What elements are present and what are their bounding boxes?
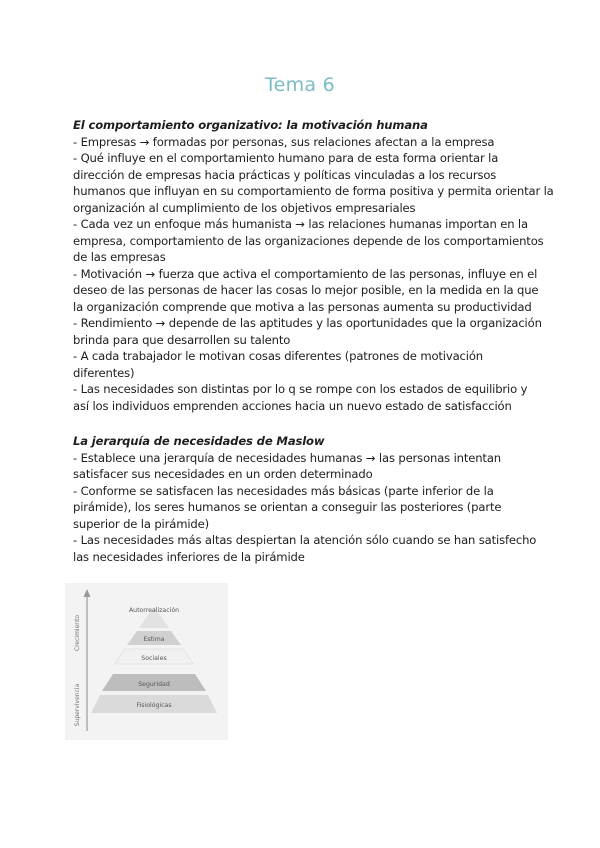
maslow-pyramid-figure — [65, 583, 228, 740]
pyramid-label-autorrealizacion: Autorrealización — [128, 607, 180, 614]
text-line: la organización comprende que motiva a las personas aumenta su productividad — [73, 299, 532, 314]
text-line: - Cada vez un enfoque más humanista → las relaciones humanas importan en la — [73, 217, 528, 231]
text-line: - Establece una jerarquía de necesidades humanas → las personas intentan — [73, 450, 501, 465]
text-line: empresa, comportamiento de las organizaciones depende de los comportamientos — [73, 233, 544, 248]
text-line: - A cada trabajador le motivan cosas diferentes (patrones de motivación — [73, 349, 483, 363]
text-line: - Las necesidades son distintas por lo q se rompe con los estados de equilibrio y — [73, 382, 528, 396]
text-line: así los individuos emprenden acciones hacia un nuevo estado de satisfacción — [73, 398, 512, 413]
text-line: humanos que influyan en su comportamiento de forma positiva y permita orientar la — [73, 184, 554, 198]
text-line: organización al cumplimiento de los objetivos empresariales — [73, 200, 416, 215]
axis-label-survival: Supervivencia — [74, 683, 81, 727]
text-line: diferentes) — [73, 365, 135, 380]
pyramid-label-sociales: Sociales — [141, 655, 167, 662]
text-line: dirección de empresas hacia prácticas y políticas vinculadas a los recursos — [73, 167, 497, 182]
section-heading: El comportamiento organizativo: la motivación humana — [73, 118, 428, 132]
axis-label-growth: Crecimiento — [74, 614, 81, 652]
text-line: pirámide), los seres humanos se orientan a conseguir las posteriores (parte — [73, 500, 502, 514]
text-line: las necesidades inferiores de la pirámide — [73, 549, 305, 564]
section-maslow — [73, 433, 537, 565]
text-line: - Las necesidades más altas despiertan la atención sólo cuando se han satisfecho — [73, 533, 537, 547]
pyramid-label-fisiologicas: Fisiológicas — [136, 702, 172, 709]
text-line: deseo de las personas de hacer las cosas lo mejor posible, en la medida en la que — [73, 283, 539, 297]
text-line: de las empresas — [73, 250, 166, 264]
pyramid-label-seguridad: Seguridad — [138, 681, 170, 688]
text-line: satisfacer sus necesidades en un orden determinado — [73, 467, 373, 481]
section-heading: La jerarquía de necesidades de Maslow — [73, 434, 325, 448]
page-title: Tema 6 — [264, 74, 336, 96]
axis-arrow-icon — [84, 589, 91, 597]
text-line: - Motivación → fuerza que activa el comportamiento de las personas, influye en el — [73, 266, 538, 281]
text-line: superior de la pirámide) — [73, 516, 209, 531]
text-line: brinda para que desarrollen su talento — [73, 332, 291, 347]
text-line: - Qué influye en el comportamiento humano para de esta forma orientar la — [73, 151, 499, 165]
section-motivacion — [73, 117, 554, 414]
text-line: - Conforme se satisfacen las necesidades más básicas (parte inferior de la — [73, 483, 494, 498]
pyramid-label-estima: Estima — [143, 636, 165, 643]
text-line: - Rendimiento → depende de las aptitudes y las oportunidades que la organización — [73, 316, 542, 330]
text-line: - Empresas → formadas por personas, sus relaciones afectan a la empresa — [73, 134, 495, 149]
maslow-pyramid-svg — [65, 583, 228, 740]
